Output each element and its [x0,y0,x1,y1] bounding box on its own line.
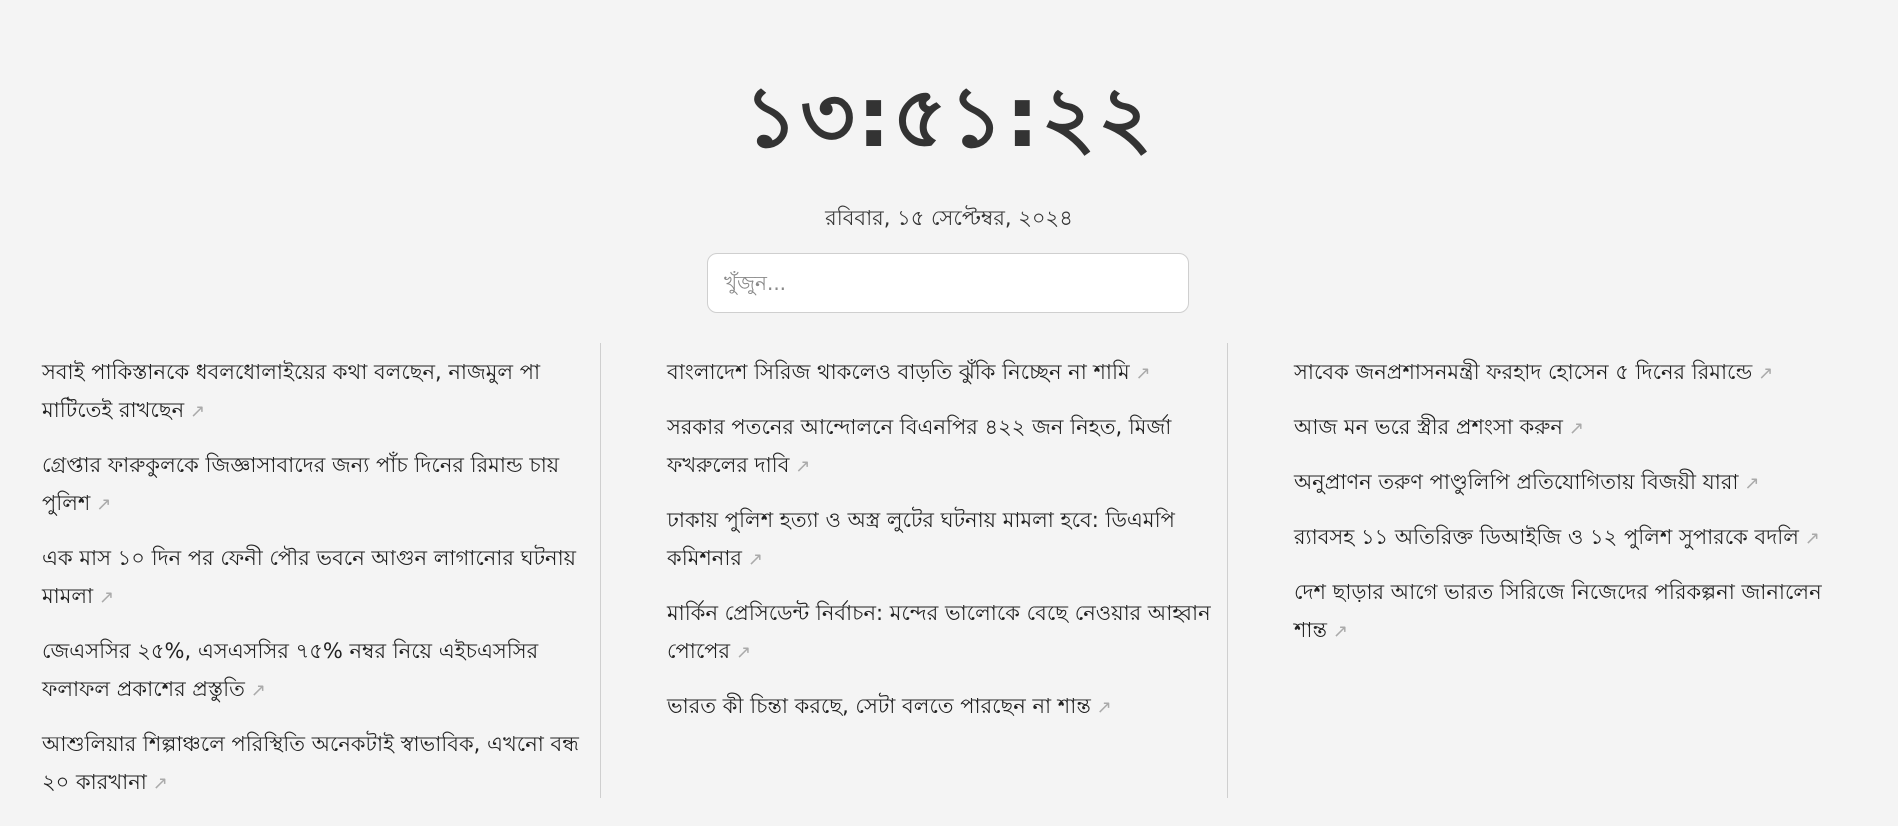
external-link-icon: ↗ [152,773,168,794]
column-divider [1227,343,1228,798]
external-link-icon: ↗ [1135,363,1151,384]
external-link-icon: ↗ [795,456,811,477]
news-link[interactable] [1294,573,1854,651]
news-headline: আজ মন ভরে স্ত্রীর প্রশংসা করুন [1294,415,1563,439]
news-link[interactable] [42,539,600,617]
current-date: রবিবার, ১৫ সেপ্টেম্বর, ২০২৪ [825,206,1073,230]
news-link[interactable] [42,725,600,803]
news-headline: র‍্যাবসহ ১১ অতিরিক্ত ডিআইজি ও ১২ পুলিশ সুপারকে বদলি [1294,525,1799,549]
news-column-3 [1294,343,1854,798]
news-column-2 [667,343,1227,798]
search-input[interactable] [707,253,1189,313]
external-link-icon: ↗ [96,494,112,515]
news-column-1 [42,343,600,798]
news-headline: সবাই পাকিস্তানকে ধবলধোলাইয়ের কথা বলছেন, নাজমুল পা মাটিতেই রাখছেন [42,360,541,422]
news-columns [0,343,1898,798]
news-link[interactable] [1294,463,1854,503]
news-headline: মার্কিন প্রেসিডেন্ট নির্বাচন: মন্দের ভালোকে বেছে নেওয়ার আহ্বান পোপের [667,601,1211,663]
external-link-icon: ↗ [1744,473,1760,494]
news-link[interactable] [42,632,600,710]
news-headline: অনুপ্রাণন তরুণ পাণ্ডুলিপি প্রতিযোগিতায় বিজয়ী যারা [1294,470,1739,494]
news-headline: জেএসসির ২৫%, এসএসসির ৭৫% নম্বর নিয়ে এইচএসসির ফলাফল প্রকাশের প্রস্তুতি [42,639,539,701]
column-divider [600,343,601,798]
external-link-icon: ↗ [99,587,115,608]
news-link[interactable] [667,687,1227,727]
news-headline: ঢাকায় পুলিশ হত্যা ও অস্ত্র লুটের ঘটনায় মামলা হবে: ডিএমপি কমিশনার [667,508,1175,570]
news-headline: বাংলাদেশ সিরিজ থাকলেও বাড়তি ঝুঁকি নিচ্ছেন না শামি [667,360,1130,384]
news-link[interactable] [667,353,1227,393]
news-link[interactable] [1294,353,1854,393]
news-headline: সরকার পতনের আন্দোলনে বিএনপির ৪২২ জন নিহত, মির্জা ফখরুলের দাবি [667,415,1172,477]
external-link-icon: ↗ [190,401,206,422]
news-link[interactable] [1294,518,1854,558]
news-headline: এক মাস ১০ দিন পর ফেনী পৌর ভবনে আগুন লাগানোর ঘটনায় মামলা [42,546,577,608]
news-link[interactable] [42,446,600,524]
news-link[interactable] [1294,408,1854,448]
external-link-icon: ↗ [1333,621,1349,642]
news-link[interactable] [667,501,1227,579]
external-link-icon: ↗ [747,549,764,570]
news-headline: সাবেক জনপ্রশাসনমন্ত্রী ফরহাদ হোসেন ৫ দিনের রিমান্ডে [1294,360,1753,384]
news-link[interactable] [667,408,1227,486]
clock-time: ১৩:৫১:২২ [743,68,1155,166]
external-link-icon: ↗ [736,642,752,663]
external-link-icon: ↗ [1568,418,1585,439]
external-link-icon: ↗ [250,680,266,701]
news-link[interactable] [42,353,600,431]
external-link-icon: ↗ [1758,363,1774,384]
news-link[interactable] [667,594,1227,672]
news-headline: দেশ ছাড়ার আগে ভারত সিরিজে নিজেদের পরিকল্পনা জানালেন শান্ত [1294,580,1822,642]
news-headline: ভারত কী চিন্তা করছে, সেটা বলতে পারছেন না শান্ত [667,694,1091,718]
news-headline: গ্রেপ্তার ফারুকুলকে জিজ্ঞাসাবাদের জন্য পাঁচ দিনের রিমান্ড চায় পুলিশ [42,453,560,515]
external-link-icon: ↗ [1804,528,1821,549]
external-link-icon: ↗ [1096,697,1112,718]
news-headline: আশুলিয়ার শিল্পাঞ্চলে পরিস্থিতি অনেকটাই স্বাভাবিক, এখনো বন্ধ ২০ কারখানা [42,732,579,794]
